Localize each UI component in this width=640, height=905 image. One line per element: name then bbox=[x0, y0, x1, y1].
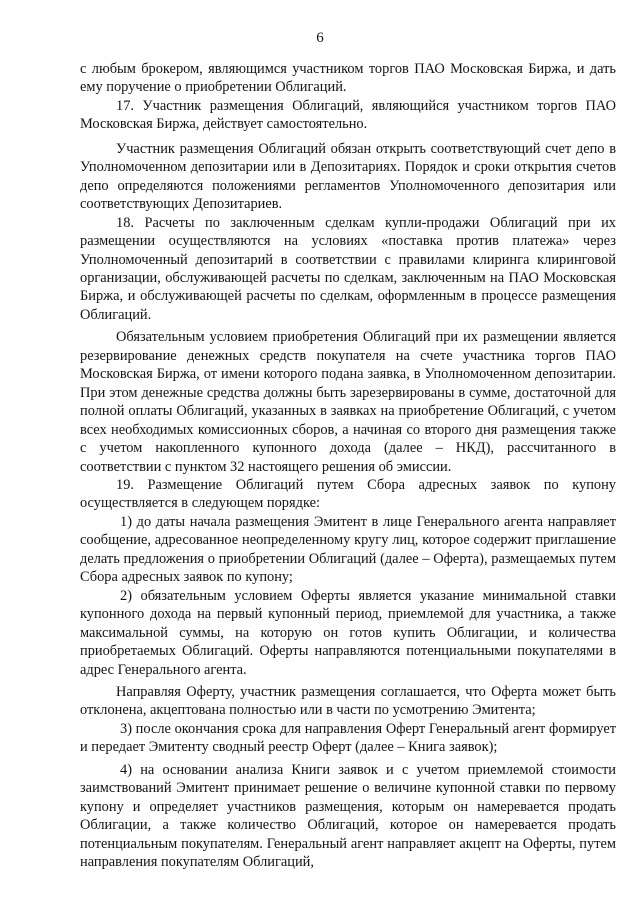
paragraph-reservation: Обязательным условием приобретения Облигаций при их размещении является резервирование денежных средств покупателя на счете участника торгов ПАО Московская Биржа, от имени которого подана заявка, в Уполномоченном депозитарии. При этом денежные средства должны быть зарезервированы в сумме, достаточной для полной оплаты Облигаций, указанных в заявках на приобретение Облигаций, с учетом всех необходимых комиссионных сборов, а начиная со второго дня размещения также с учетом накопленного купонного дохода (далее – НКД), рассчитанного в соответствии с пунктом 32 настоящего решения об эмиссии. bbox=[80, 329, 616, 475]
paragraph-offer-consent: Направляя Оферту, участник размещения соглашается, что Оферта может быть отклонена, акцептована полностью или в части по усмотрению Эмитента; bbox=[80, 683, 616, 719]
paragraph-depo-account: Участник размещения Облигаций обязан открыть соответствующий счет депо в Уполномоченном депозитарии или в Депозитариях. Порядок и сроки открытия счетов депо определяются положениями регламентов Уполномоченного депозитария или соответствующих Депозитариев. bbox=[80, 140, 616, 213]
list-item-2: 2) обязательным условием Оферты является указание минимальной ставки купонного дохода на первый купонный период, приемлемой для участника, а также максимальной суммы, на которую он готов купить Облигации, и количества приобретаемых Облигаций. Оферты направляются потенциальными покупателями в адрес Генерального агента. bbox=[80, 587, 616, 678]
paragraph-17: 17. Участник размещения Облигаций, являющийся участником торгов ПАО Московская Биржа, действует самостоятельно. bbox=[80, 97, 616, 133]
paragraph-brokers: с любым брокером, являющимся участником торгов ПАО Московская Биржа, и дать ему поручение о приобретении Облигаций. bbox=[80, 61, 616, 96]
list-item-3: 3) после окончания срока для направления Оферт Генеральный агент формирует и передает Эмитенту сводный реестр Оферт (далее – Книга заявок); bbox=[80, 720, 616, 756]
list-item-4: 4) на основании анализа Книги заявок и с учетом приемлемой стоимости заимствований Эмитент принимает решение о величине купонной ставки по первому купону и определяет участников размещения, которым он намеревается продать Облигации, а также количество Облигаций, которое он намеревается продать потенциальным покупателям. Генеральный агент направляет акцепт на Оферты, путем направления покупателям Облигаций, bbox=[80, 761, 616, 871]
list-item-1: 1) до даты начала размещения Эмитент в лице Генерального агента направляет сообщение, адресованное неопределенному кругу лиц, которое содержит приглашение делать предложения о приобретении Облигаций (далее – Оферта), размещаемых путем Сбора адресных заявок по купону; bbox=[80, 513, 616, 586]
document-body bbox=[80, 60, 616, 871]
paragraph-19: 19. Размещение Облигаций путем Сбора адресных заявок по купону осуществляется в следующем порядке: bbox=[80, 476, 616, 512]
page-number: 6 bbox=[316, 30, 324, 46]
paragraph-18: 18. Расчеты по заключенным сделкам купли-продажи Облигаций при их размещении осуществляются на условиях «поставка против платежа» через Уполномоченный депозитарий в соответствии с правилами клиринга клиринговой организации, обслуживающей расчеты по сделкам, заключенным на ПАО Московская Биржа, и обслуживающей расчеты по сделкам, оформленным в процессе размещения Облигаций. bbox=[80, 214, 616, 323]
